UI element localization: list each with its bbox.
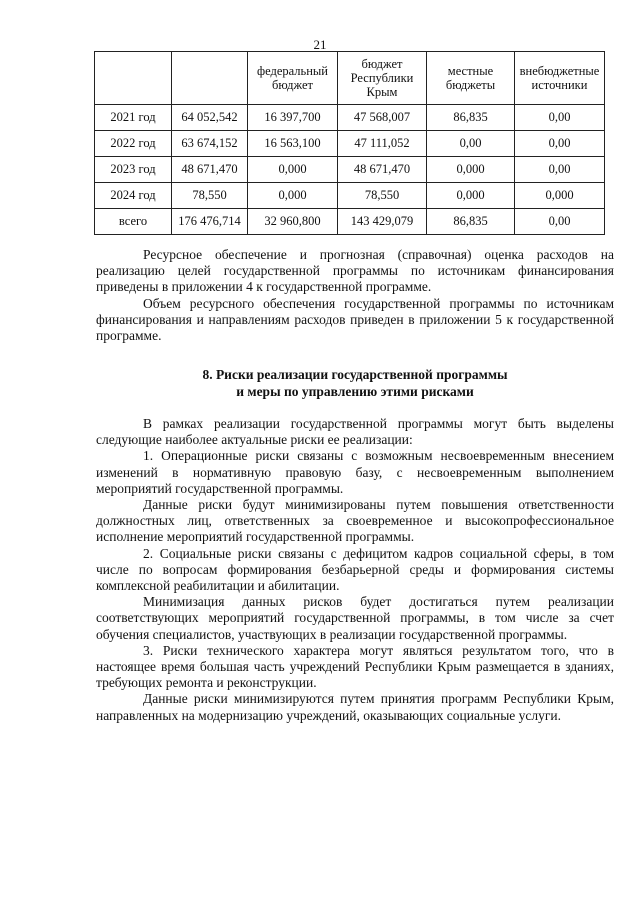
table-cell: 143 429,079 <box>338 209 427 235</box>
table-cell: 0,000 <box>515 183 605 209</box>
table-row <box>95 157 605 183</box>
paragraph: Ресурсное обеспечение и прогнозная (справочная) оценка расходов на реализацию целей государственной программы по источникам финансирования приведены в приложении 4 к государственной программе. <box>96 247 614 295</box>
table-cell: 0,000 <box>427 157 515 183</box>
table-cell: 78,550 <box>172 183 248 209</box>
table-header-cell: бюджет Республики Крым <box>338 52 427 105</box>
table-cell: 2022 год <box>95 131 172 157</box>
table-cell: 0,000 <box>248 157 338 183</box>
table-cell: 0,00 <box>427 131 515 157</box>
table-cell: 48 671,470 <box>338 157 427 183</box>
table-header-cell: федеральный бюджет <box>248 52 338 105</box>
table-cell: всего <box>95 209 172 235</box>
table-cell: 0,00 <box>515 131 605 157</box>
table-header-cell <box>172 52 248 105</box>
table-cell: 32 960,800 <box>248 209 338 235</box>
section-heading <box>96 367 614 400</box>
table-cell: 16 563,100 <box>248 131 338 157</box>
paragraph: 1. Операционные риски связаны с возможным несвоевременным внесением изменений в нормативную правовую базу, с несвоевременным выполнением мероприятий государственной программы. <box>96 448 614 496</box>
table-row <box>95 183 605 209</box>
table-cell: 48 671,470 <box>172 157 248 183</box>
table-cell: 63 674,152 <box>172 131 248 157</box>
table-cell: 64 052,542 <box>172 105 248 131</box>
table-cell: 2024 год <box>95 183 172 209</box>
table-cell: 0,00 <box>515 157 605 183</box>
table-row-total <box>95 209 605 235</box>
table-cell: 16 397,700 <box>248 105 338 131</box>
budget-table <box>94 51 605 235</box>
paragraph: 3. Риски технического характера могут являться результатом того, что в настоящее время большая часть учреждений Республики Крым размещается в зданиях, требующих ремонта и реконструкции. <box>96 642 614 691</box>
table-cell: 47 111,052 <box>338 131 427 157</box>
table-header-cell: внебюджетные источники <box>515 52 605 105</box>
paragraph: 2. Социальные риски связаны с дефицитом кадров социальной сферы, в том числе по вопросам формирования безбарьерной среды и формирования системы комплексной реабилитации и абилитации. <box>96 545 614 594</box>
section-heading-line: 8. Риски реализации государственной программы <box>202 367 508 382</box>
table-header-row <box>95 52 605 105</box>
table-row <box>95 105 605 131</box>
table-cell: 0,000 <box>427 183 515 209</box>
paragraph: Данные риски будут минимизированы путем повышения ответственности должностных лиц, ответственных за своевременное и высокопрофессиональное исполнение мероприятий государственной программы. <box>96 497 614 545</box>
paragraph: Минимизация данных рисков будет достигаться путем реализации соответствующих мероприятий государственной программы, в том числе за счет обучения специалистов, участвующих в реализации государственной программы. <box>96 594 614 642</box>
table-cell: 0,000 <box>248 183 338 209</box>
table-cell: 78,550 <box>338 183 427 209</box>
table-header-cell: местные бюджеты <box>427 52 515 105</box>
text-block-risks <box>96 416 614 724</box>
table-cell: 0,00 <box>515 105 605 131</box>
table-cell: 86,835 <box>427 105 515 131</box>
table-cell: 2023 год <box>95 157 172 183</box>
text-block-funding <box>96 247 614 344</box>
section-heading-line: и меры по управлению этими рисками <box>236 383 474 399</box>
table-row <box>95 131 605 157</box>
table-cell: 176 476,714 <box>172 209 248 235</box>
table-cell: 86,835 <box>427 209 515 235</box>
table-header-cell <box>95 52 172 105</box>
page-number: 21 <box>313 37 327 52</box>
table-cell: 0,00 <box>515 209 605 235</box>
table-cell: 2021 год <box>95 105 172 131</box>
table-cell: 47 568,007 <box>338 105 427 131</box>
paragraph: В рамках реализации государственной программы могут быть выделены следующие наиболее актуальные риски ее реализации: <box>96 416 614 448</box>
paragraph: Объем ресурсного обеспечения государственной программы по источникам финансирования и направлениям расходов приведен в приложении 5 к государственной программе. <box>96 295 614 344</box>
paragraph: Данные риски минимизируются путем принятия программ Республики Крым, направленных на модернизацию учреждений, оказывающих социальные услуги. <box>96 691 614 723</box>
